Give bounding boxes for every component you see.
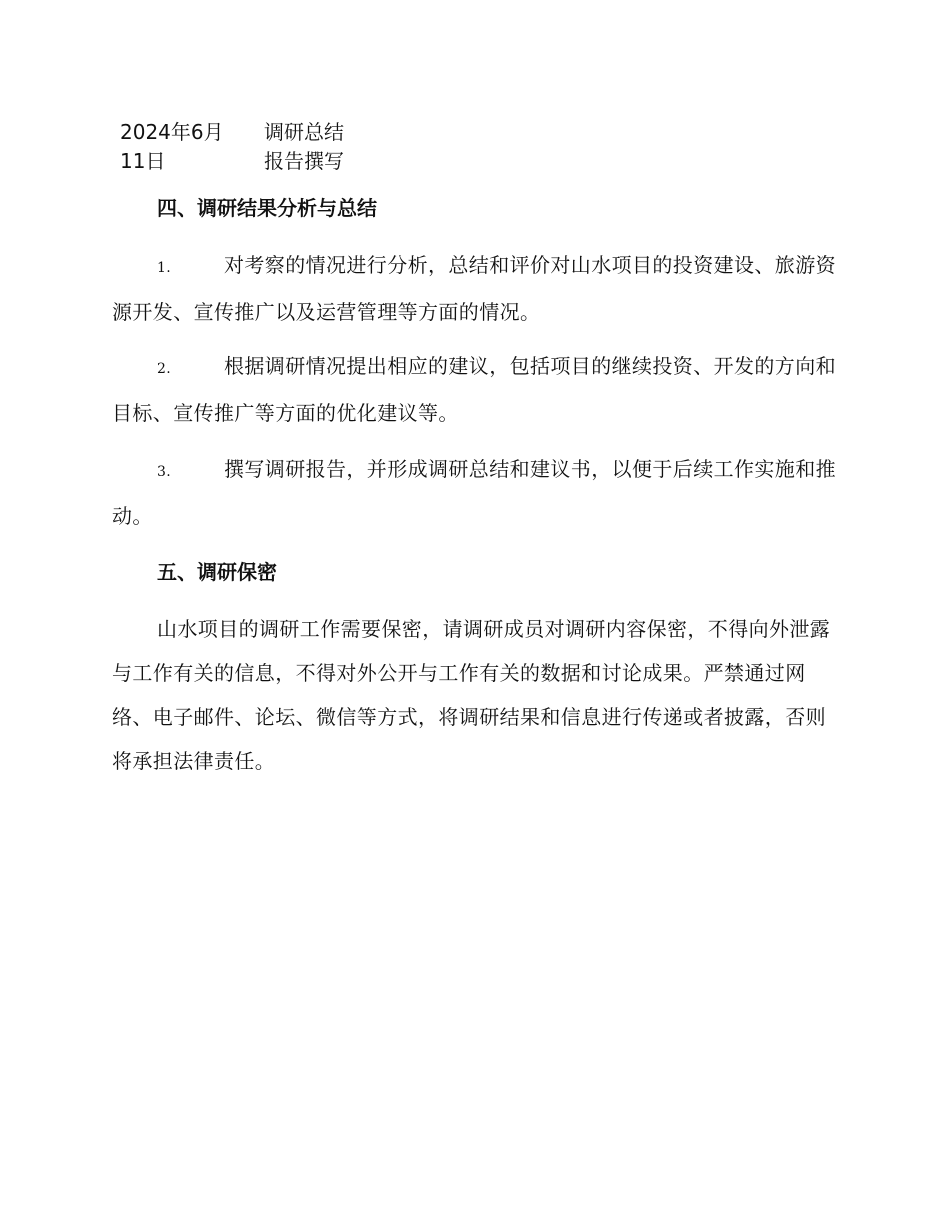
list-item-3 xyxy=(112,447,837,538)
list-item-2 xyxy=(112,344,837,435)
list-item-1 xyxy=(112,243,837,334)
list-item-2-text: 根据调研情况提出相应的建议，包括项目的继续投资、开发的方向和目标、宣传推广等方面的优化建议等。 xyxy=(112,354,836,425)
list-item-2-number: 2. xyxy=(157,361,172,377)
list-item-1-text: 对考察的情况进行分析，总结和评价对山水项目的投资建设、旅游资源开发、宣传推广以及运营管理等方面的情况。 xyxy=(112,253,836,324)
schedule-table-row xyxy=(120,118,520,178)
schedule-date-line2: 11日 xyxy=(120,149,166,173)
list-item-3-text: 撰写调研报告，并形成调研总结和建议书，以便于后续工作实施和推动。 xyxy=(112,457,836,528)
schedule-task-line1: 调研总结 xyxy=(264,120,344,144)
list-item-3-number: 3. xyxy=(157,464,172,480)
list-item-1-number: 1. xyxy=(157,260,172,276)
schedule-task-line2: 报告撰写 xyxy=(264,149,344,173)
schedule-task-cell xyxy=(264,118,464,176)
confidentiality-paragraph: 山水项目的调研工作需要保密，请调研成员对调研内容保密，不得向外泄露与工作有关的信息，不得对外公开与工作有关的数据和讨论成果。严禁通过网络、电子邮件、论坛、微信等方式，将调研结果和信息进行传递或者披露，否则将承担法律责任。 xyxy=(112,617,831,773)
section-5-heading: 五、调研保密 xyxy=(157,560,277,584)
schedule-date-line1: 2024年6月 xyxy=(120,120,224,144)
schedule-date-cell xyxy=(120,118,250,176)
section-4-heading: 四、调研结果分析与总结 xyxy=(157,196,377,220)
